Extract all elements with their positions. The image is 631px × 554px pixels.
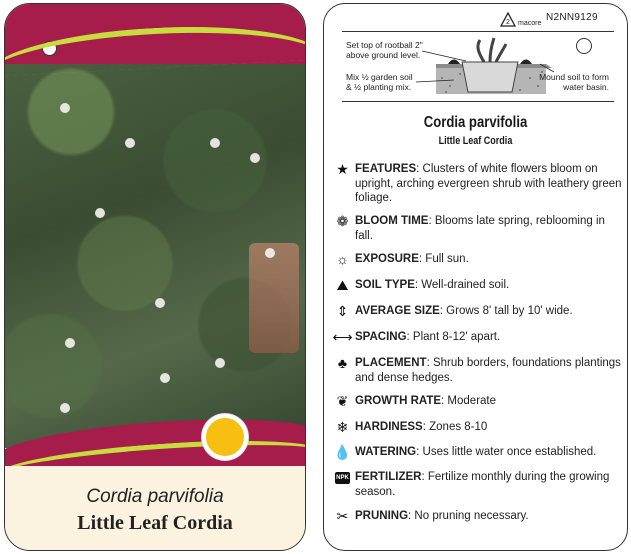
feature-label: PLACEMENT [355, 357, 427, 369]
spacing-icon: ⟷ [332, 329, 353, 346]
front-botanical-name: Cordia parvifolia [86, 486, 224, 507]
feature-label: FERTILIZER [355, 471, 422, 483]
feature-fertilizer [334, 470, 624, 499]
front-common-name: Little Leaf Cordia [77, 512, 233, 534]
feature-label: GROWTH RATE [355, 395, 442, 407]
npk-icon [334, 469, 351, 486]
growth-icon: ❦ [336, 393, 349, 410]
feature-spacing [334, 330, 624, 346]
feature-text: : Full sun. [418, 253, 469, 265]
product-code: N2NN9129 [546, 12, 598, 23]
feature-growth-rate [334, 394, 624, 410]
feature-exposure [334, 252, 624, 268]
water-drop-icon: 💧 [333, 444, 352, 461]
feature-text: : Clusters of white flowers bloom on upright, arching evergreen shrub with leathery green foliage. [355, 163, 622, 204]
sun-icon: ☼ [336, 251, 349, 268]
placement-icon: ♣ [337, 355, 348, 372]
feature-text: : Zones 8-10 [422, 421, 488, 433]
feature-text: : Shrub borders, foundations plantings and dense hedges. [355, 357, 621, 384]
note-line: above ground level. [346, 50, 421, 60]
feature-text: : No pruning necessary. [408, 510, 529, 522]
recycle-number: 2 [506, 19, 510, 26]
feature-hardiness [334, 420, 624, 436]
plant-photo [5, 38, 305, 448]
recycle-icon [500, 12, 516, 28]
name-panel [5, 466, 305, 551]
back-plant-tag [323, 3, 628, 551]
feature-text: : Plant 8-12' apart. [406, 331, 501, 343]
flower [160, 373, 170, 383]
feature-label: EXPOSURE [355, 253, 419, 265]
note-line: & ½ planting mix. [346, 82, 412, 92]
star-icon: ★ [336, 161, 349, 178]
flower [215, 358, 225, 368]
flower [65, 338, 75, 348]
feature-average-size [334, 304, 624, 320]
flower [95, 208, 105, 218]
full-sun-icon [202, 414, 248, 460]
flower [250, 153, 260, 163]
flower [210, 138, 220, 148]
note-line: Set top of rootball 2" [346, 40, 423, 50]
front-plant-tag [4, 3, 306, 551]
flower [60, 403, 70, 413]
feature-label: PRUNING [355, 510, 409, 522]
note-line: water basin. [563, 82, 609, 92]
feature-pruning [334, 509, 624, 525]
feature-soil-type [334, 278, 624, 294]
flower [265, 248, 275, 258]
feature-label: WATERING [355, 446, 417, 458]
bloom-icon: ❁ [336, 213, 349, 230]
feature-label: AVERAGE SIZE [355, 305, 440, 317]
rootball-note [346, 40, 423, 60]
divider [342, 31, 614, 32]
divider [342, 101, 614, 102]
feature-text: : Fertilize monthly during the growing season. [355, 471, 610, 498]
feature-text: : Moderate [441, 395, 497, 407]
flower [155, 298, 165, 308]
mound-note [539, 72, 609, 92]
feature-label: SPACING [355, 331, 407, 343]
feature-watering [334, 445, 624, 461]
flower [125, 138, 135, 148]
feature-placement [334, 356, 624, 385]
note-line: Mound soil to form [539, 72, 609, 82]
feature-text: : Grows 8' tall by 10' wide. [439, 305, 573, 317]
size-icon: ⇕ [336, 303, 349, 320]
pruning-shears-icon: ✂ [336, 508, 349, 525]
feature-text: : Blooms late spring, reblooming in fall. [355, 215, 605, 242]
feature-text: : Uses little water once established. [416, 446, 597, 458]
feature-features [334, 162, 624, 206]
soil-mix-note [346, 72, 413, 92]
feature-label: HARDINESS [355, 421, 423, 433]
feature-label: FEATURES [355, 163, 417, 175]
note-line: Mix ½ garden soil [346, 72, 413, 82]
feature-label: BLOOM TIME [355, 215, 429, 227]
back-common-name: Little Leaf Cordia [438, 135, 513, 147]
snowflake-icon: ❄ [336, 419, 349, 436]
feature-bloom-time [334, 214, 624, 243]
garden-path [249, 243, 299, 353]
feature-label: SOIL TYPE [355, 279, 415, 291]
feature-text: : Well-drained soil. [414, 279, 510, 291]
soil-icon: ⛰ [336, 277, 349, 294]
npk-label: NPK [335, 472, 350, 484]
back-botanical-name: Cordia parvifolia [423, 114, 528, 131]
flower [60, 103, 70, 113]
recycle-label: macore [518, 20, 542, 27]
